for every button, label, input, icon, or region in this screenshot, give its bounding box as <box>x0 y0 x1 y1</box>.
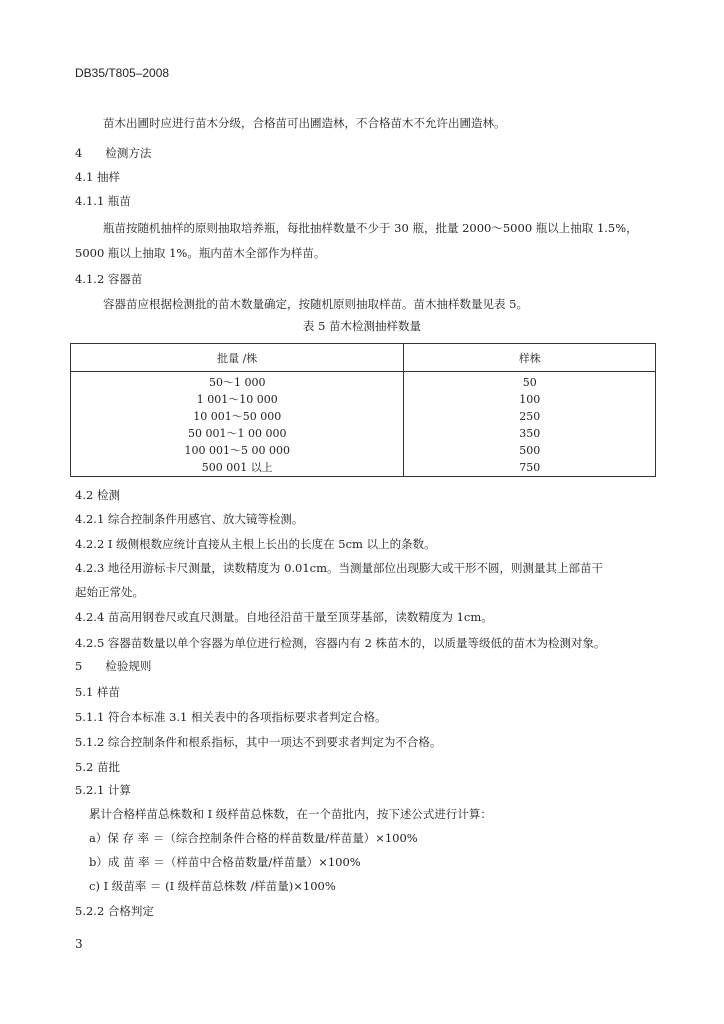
section-heading: 5.2.2 合格判定 <box>75 904 154 918</box>
paragraph-line: 5000 瓶以上抽取 1%。瓶内苗木全部作为样苗。 <box>75 246 326 260</box>
paragraph-line: 累计合格样苗总株数和 I 级样苗总株数，在一个苗批内，按下述公式进行计算： <box>89 807 492 821</box>
section-heading: 5.2.1 计算 <box>75 783 131 797</box>
paragraph-line: 5.1.1 符合本标准 3.1 相关表中的各项指标要求者判定合格。 <box>75 710 387 724</box>
paragraph-line: 苗木出圃时应进行苗木分级，合格苗可出圃造林，不合格苗木不允许出圃造林。 <box>103 116 506 130</box>
section-heading: 4.1.1 瓶苗 <box>75 194 131 208</box>
paragraph-line: 瓶苗按随机抽样的原则抽取培养瓶，每批抽样数量不少于 30 瓶，批量 2000～5000 瓶以上抽取 1.5%， <box>103 221 638 235</box>
section-heading: 5.1 样苗 <box>75 685 120 699</box>
sample-cell: 100 <box>519 393 541 406</box>
paragraph-line: 4.2.2 I 级侧根数应统计直接从主根上长出的长度在 5cm 以上的条数。 <box>75 537 436 551</box>
batch-cell: 50～1 000 <box>71 372 404 392</box>
batch-cell: 10 001～50 000 <box>71 408 404 425</box>
sample-cell: 50 <box>522 376 537 389</box>
section-heading: 5 检验规则 <box>75 659 152 673</box>
sample-cell: 350 <box>519 427 541 440</box>
section-heading: 4.2 检测 <box>75 488 120 502</box>
sample-cell: 250 <box>519 410 541 423</box>
paragraph-line: 4.2.1 综合控制条件用感官、放大镜等检测。 <box>75 512 304 526</box>
paragraph-line: 4.2.3 地径用游标卡尺测量，读数精度为 0.01cm。当测量部位出现膨大或干形不圆，则测量其上部苗干 <box>75 561 604 575</box>
paragraph-line: 4.2.5 容器苗数量以单个容器为单位进行检测，容器内有 2 株苗木的，以质量等级低的苗木为检测对象。 <box>75 636 606 650</box>
table-row <box>71 442 656 459</box>
section-heading: 4 检测方法 <box>75 146 152 160</box>
formula-line: c) I 级苗率 ＝ (I 级样苗总株数 /样苗量)×100% <box>89 879 336 893</box>
sampling-table <box>70 343 656 477</box>
formula-line: a）保 存 率 ＝（综合控制条件合格的样苗数量/样苗量）×100% <box>89 831 418 845</box>
table-row <box>71 459 656 477</box>
sample-cell: 500 <box>519 444 541 457</box>
batch-cell: 100 001～5 00 000 <box>71 442 404 459</box>
batch-cell: 50 001～1 00 000 <box>71 425 404 442</box>
table-row <box>71 408 656 425</box>
page-number: 3 <box>75 937 83 951</box>
paragraph-line: 4.2.4 苗高用钢卷尺或直尺测量。自地径沿苗干量至顶芽基部，读数精度为 1cm。 <box>75 610 493 624</box>
table-row <box>71 425 656 442</box>
table-title: 表 5 苗木检测抽样数量 <box>302 319 422 333</box>
column-header-batch: 批量 /株 <box>71 344 404 372</box>
table-header-row <box>71 344 656 372</box>
paragraph-line: 5.1.2 综合控制条件和根系指标，其中一项达不到要求者判定为不合格。 <box>75 735 442 749</box>
formula-line: b）成 苗 率 ＝（样苗中合格苗数量/样苗量）×100% <box>89 855 361 869</box>
paragraph-line: 容器苗应根据检测批的苗木数量确定，按随机原则抽取样苗。苗木抽样数量见表 5。 <box>103 297 528 311</box>
batch-cell: 500 001 以上 <box>71 459 404 477</box>
table-row <box>71 391 656 408</box>
section-heading: 4.1 抽样 <box>75 170 120 184</box>
batch-cell: 1 001～10 000 <box>71 391 404 408</box>
document-code: DB35/T805–2008 <box>75 66 170 80</box>
sample-cell: 750 <box>519 461 541 474</box>
column-header-sample: 样株 <box>404 344 656 372</box>
section-heading: 5.2 苗批 <box>75 760 120 774</box>
paragraph-line: 起始正常处。 <box>75 585 144 599</box>
section-heading: 4.1.2 容器苗 <box>75 272 143 286</box>
table-row <box>71 372 656 392</box>
